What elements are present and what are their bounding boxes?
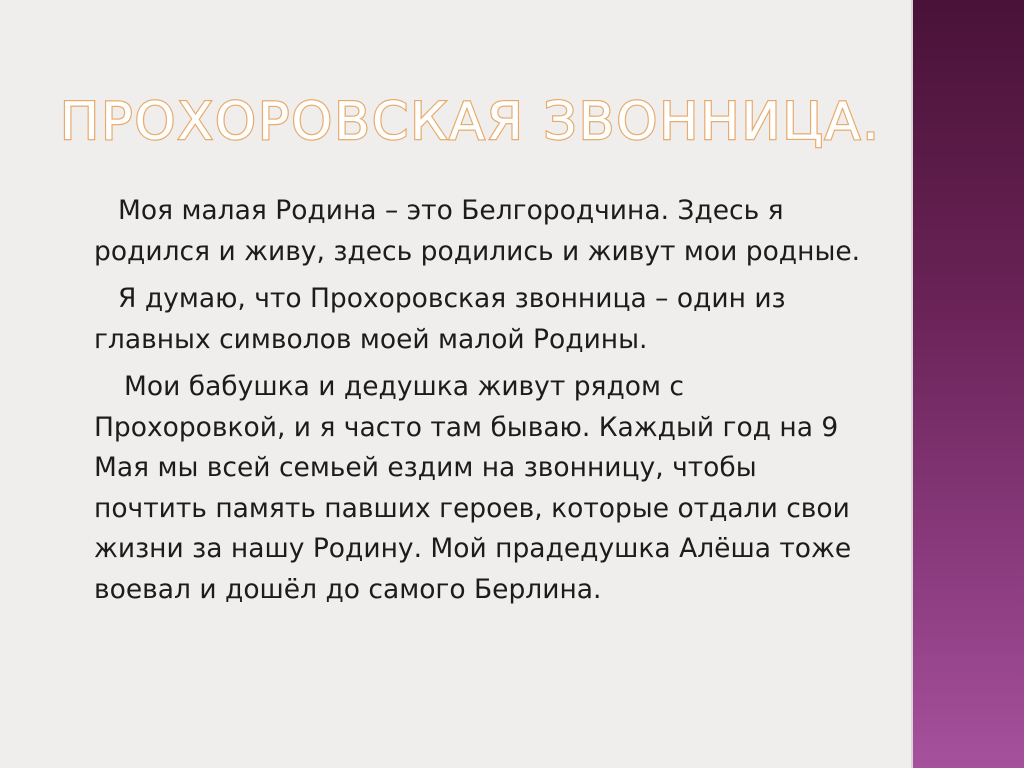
decorative-side-bar [913, 0, 1024, 768]
paragraph-bell-tower-symbol: Я думаю, что Прохоровская звонница – один из главных символов моей малой Родины. [94, 283, 786, 355]
slide-body [94, 191, 874, 617]
slide-title: ПРОХОРОВСКАЯ ЗВОННИЦА. [60, 92, 881, 152]
paragraph-small-homeland: Моя малая Родина – это Белгородчина. Здесь я родился и живу, здесь родились и живут мои родные. [94, 195, 861, 267]
paragraph-family-visits: Мои бабушка и дедушка живут рядом с Прохоровкой, и я часто там бываю. Каждый год на 9 Мая мы всей семьей ездим на звонницу, чтобы почтить память павших героев, которые отдали свои жизни за нашу Родину. Мой прадедушка Алёша тоже воевал и дошёл до самого Берлина. [94, 371, 852, 605]
